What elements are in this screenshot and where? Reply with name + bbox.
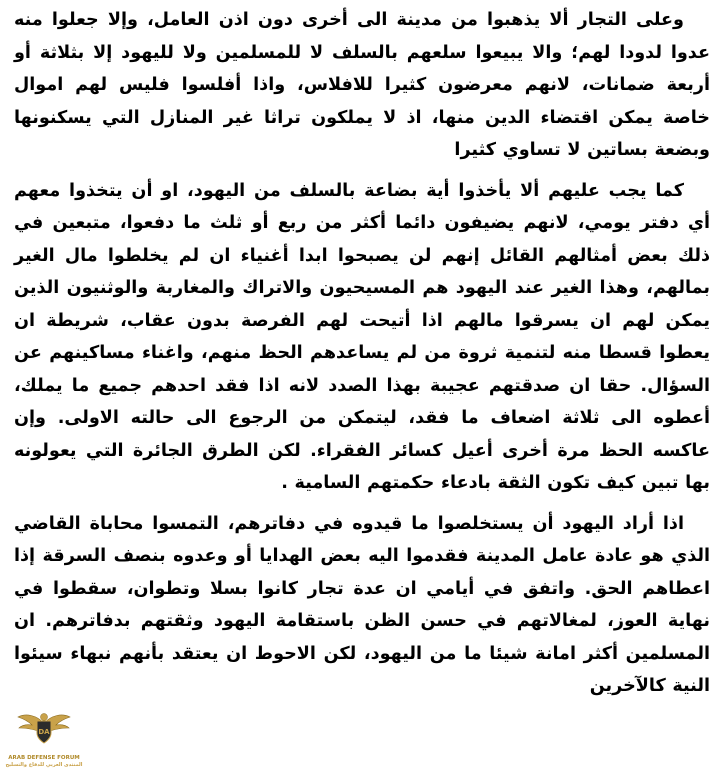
paragraph-3: اذا أراد اليهود أن يستخلصوا ما قيدوه في دفاترهم، التمسوا محاباة القاضي الذي هو عادة عامل المدينة فقدموا اليه بعض الهدايا أو وعدوه بنصف السرقة إذا اعطاهم الحق. واتفق في أيامي ان عدة تجار كانوا بسلا وتطوان، سقطوا في نهاية العوز، لمغالاتهم في حسن الظن باستقامة اليهود وثقتهم بدفاترهم. ان المسلمين أكثر امانة شيئا ما من اليهود، لكن الاحوط ان يعتقد بأنهم نبهاء سيئوا النية كالآخرين xyxy=(14,513,710,696)
document-body xyxy=(14,4,710,703)
paragraph-2: كما يجب عليهم ألا يأخذوا أية بضاعة بالسلف من اليهود، او أن يتخذوا معهم أي دفتر يومي، لانهم يضيفون دائما أكثر من ربع أو ثلث ما دفعوا، متبعين في ذلك بعض أمثالهم القائل إنهم لن يصبحوا ابدا أغنياء ان لم يخلطوا مال الغير بمالهم، وهذا الغير عند اليهود هم المسيحيون والاتراك والمغاربة والوثنيون الذين يمكن لهم ان يسرقوا مالهم اذا أتيحت لهم الفرصة بدون عقاب، شريطة ان يعطوا قسطا منه لتنمية ثروة من لم يساعدهم الحظ منهم، واغناء مساكينهم عن السؤال. حقا ان صدقتهم عجيبة بهذا الصدد لانه اذا فقد احدهم جميع ما يملك، أعطوه الى ثلاثة اضعاف ما فقد، ليتمكن من الرجوع الى حالته الاولى. وإن عاكسه الحظ مرة أخرى أعيل كسائر الفقراء. لكن الطرق الجائرة التي يعولونه بها تبين كيف تكون الثقة بادعاء حكمتهم السامية . xyxy=(14,180,710,493)
watermark-logo-text: DA xyxy=(38,728,50,736)
watermark-logo xyxy=(2,703,86,769)
watermark-caption-ar: المنتدى العربي للدفاع والتسليح xyxy=(5,762,83,768)
paragraph-1: وعلى التجار ألا يذهبوا من مدينة الى أخرى دون اذن العامل، وإلا جعلوا منه عدوا لدودا لهم؛ والا يبيعوا سلعهم بالسلف لا للمسلمين ولا لليهود إلا بثلاثة أو أربعة ضمانات، لانهم معرضون كثيرا للافلاس، واذا أفلسوا فليس لهم اموال خاصة يمكن اقتضاء الدين منها، اذ لا يملكون تراثا غير المنازل التي يسكنونها وبضعة بساتين لا تساوي كثيرا xyxy=(14,10,710,160)
eagle-emblem-icon xyxy=(16,703,72,751)
watermark-caption-en: ARAB DEFENSE FORUM xyxy=(8,755,80,761)
watermark-caption xyxy=(2,755,86,769)
